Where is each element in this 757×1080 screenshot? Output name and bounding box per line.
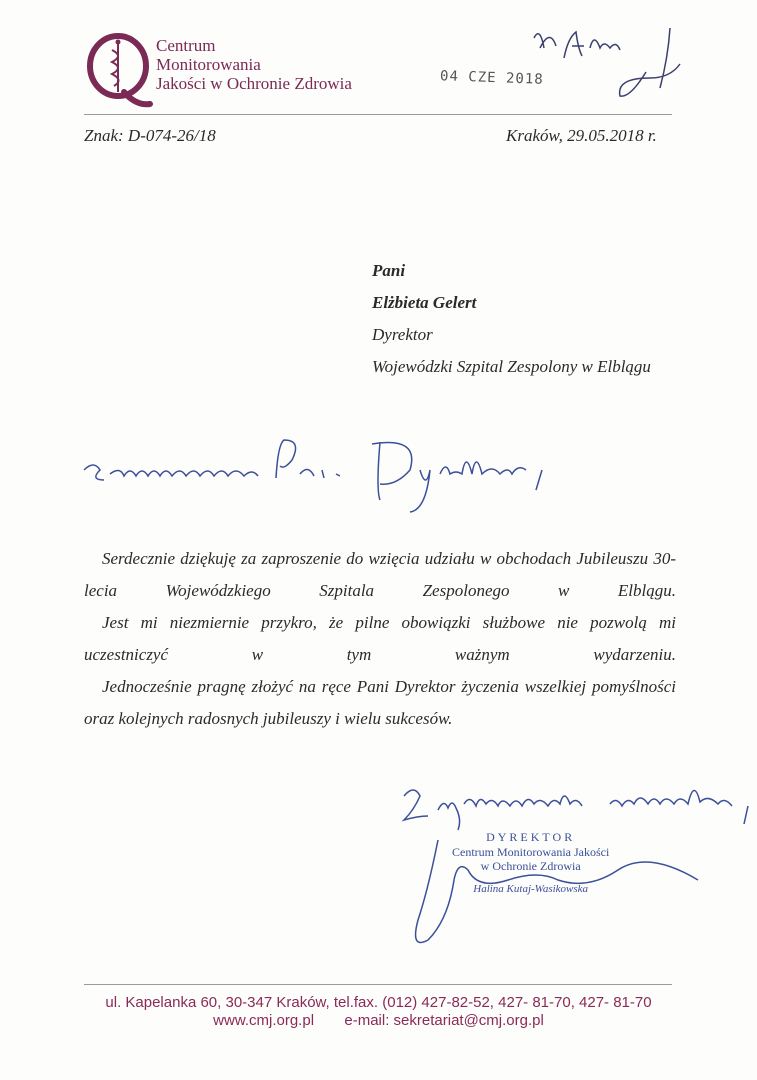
footer-email[interactable]: e-mail: sekretariat@cmj.org.pl <box>344 1012 544 1029</box>
recipient-position: Dyrektor <box>372 325 433 344</box>
org-line-3: Jakości w Ochronie Zdrowia <box>156 74 352 93</box>
stamp-org-line-2: w Ochronie Zdrowia <box>480 859 581 873</box>
body-paragraph-3: Jednocześnie pragnę złożyć na ręce Pani Dyrektor życzenia wszelkiej pomyślności oraz kolejnych radosnych jubileuszy i wielu sukcesów. <box>84 677 676 728</box>
footer-website[interactable]: www.cmj.org.pl <box>213 1012 315 1029</box>
logo-q-caduceus-icon <box>84 28 154 108</box>
body-paragraph-2: Jest mi niezmiernie przykro, że pilne obowiązki służbowe nie pozwolą mi uczestniczyć w tym ważnym wydarzeniu. <box>84 613 676 664</box>
received-date-stamp: 04 CZE 2018 <box>439 68 544 88</box>
recipient-institution: Wojewódzki Szpital Zespolony w Elblągu <box>372 357 651 376</box>
recipient-name: Elżbieta Gelert <box>372 293 477 312</box>
recipient-block <box>372 255 651 383</box>
reference-number: Znak: D-074-26/18 <box>84 126 216 145</box>
organization-name <box>156 36 352 93</box>
footer-address: ul. Kapelanka 60, 30-347 Kraków, tel.fax. (012) 427-82-52, 427- 81-70, 427- 81-70 <box>105 994 652 1011</box>
org-line-2: Monitorowania <box>156 55 261 74</box>
recipient-title: Pani <box>372 261 406 280</box>
stamp-org-line-1: Centrum Monitorowania Jakości <box>452 845 610 859</box>
footer <box>0 994 757 1030</box>
director-stamp <box>452 830 609 895</box>
stamp-signatory: Halina Kutaj-Wasikowska <box>473 883 589 895</box>
footer-divider <box>84 984 672 985</box>
handwritten-salutation <box>80 430 560 520</box>
place-and-date: Kraków, 29.05.2018 r. <box>506 126 657 145</box>
org-line-1: Centrum <box>156 36 216 55</box>
header-divider <box>84 114 672 115</box>
body-paragraph-1: Serdecznie dziękuję za zaproszenie do wzięcia udziału w obchodach Jubileuszu 30-lecia Wojewódzkiego Szpitala Zespolonego w Elblągu. <box>84 549 676 600</box>
letter-body <box>84 543 676 735</box>
footer-contact <box>0 1012 757 1030</box>
stamp-title: DYREKTOR <box>486 830 576 844</box>
handwritten-annotation <box>520 18 700 108</box>
